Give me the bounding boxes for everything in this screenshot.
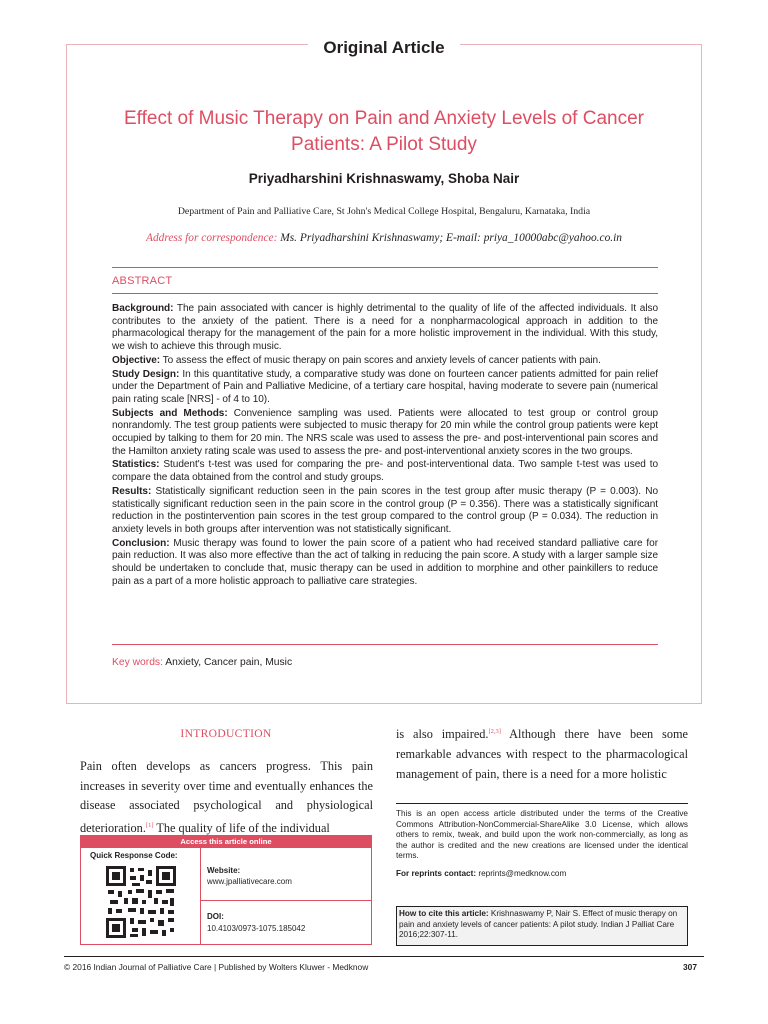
citation-ref[interactable]: [1]: [145, 822, 154, 830]
abstract-statistics: [112, 459, 658, 484]
frame-right-line: [701, 44, 702, 704]
keywords: [112, 657, 292, 668]
abstract-section-text: In this quantitative study, a comparative study was done on fourteen cancer patients admitted for pain relief under the Department of Pain and Palliative Medicine, of a tertiary care hospital, having moderate to severe pain (numerical pain rating scale [NRS] - of 4 to 10).: [112, 368, 658, 405]
access-box-row-divider: [200, 900, 372, 901]
frame-bottom-line: [66, 703, 702, 704]
reprints-label: For reprints contact:: [396, 869, 477, 878]
page-number: 307: [683, 962, 697, 972]
article-title: Effect of Music Therapy on Pain and Anxiety Levels of Cancer Patients: A Pilot Study: [124, 108, 644, 155]
introduction-heading: INTRODUCTION: [180, 727, 272, 740]
intro-left-text-2: The quality of life of the individual: [153, 821, 330, 836]
citation-text: [399, 909, 685, 941]
abstract-section-label: Background:: [112, 303, 174, 314]
license-text: This is an open access article distributed under the terms of the Creative Commons Attribution-NonCommercial-ShareAlike 3.0 License, which allows others to remix, tweak, and build upon the work non-commercially, as long as the author is credited and the new creations are licensed under the identical terms.: [396, 809, 688, 860]
abstract-section-label: Conclusion:: [112, 537, 170, 549]
access-box-heading: Access this article online: [80, 835, 372, 848]
abstract-results: [112, 486, 658, 537]
abstract-section-text: To assess the effect of music therapy on pain scores and anxiety levels of cancer patients with pain.: [162, 354, 601, 366]
abstract-section-text: Student's t-test was used for comparing the pre- and post-interventional data. Two sample t-test was used to compare the data obtained from the control and study groups.: [112, 459, 658, 484]
citation-label: How to cite this article:: [399, 909, 489, 918]
doi-label: DOI:: [207, 912, 224, 921]
abstract-heading: ABSTRACT: [112, 275, 173, 287]
abstract-section-text: The pain associated with cancer is highly detrimental to the quality of life of the affected individuals. It also contributes to the anxiety of the patient. There is a need for a nonpharmacological approach in addition to the pharmacological therapy for the management of the pain for a more holistic improvement in the individual. With this study, we wish to achieve this through music.: [112, 303, 659, 353]
intro-left-column: [80, 757, 373, 839]
correspondence-label: Address for correspondence:: [146, 232, 278, 244]
website-label: Website:: [207, 866, 241, 875]
abstract-section-label: Results:: [112, 485, 152, 497]
affiliation: Department of Pain and Palliative Care, St John's Medical College Hospital, Bengaluru, Karnataka, India: [177, 206, 591, 217]
abstract-section-label: Study Design:: [112, 368, 180, 380]
abstract-section-text: Music therapy was found to lower the pain score of a patient who had received standard palliative care for pain reduction. It was also more effective than the act of talking in reducing the pain score. A study with a larger sample size should be undertaken to conclude that, music therapy can be used in addition to morphine and other painkillers to reduce pain as a part of a more holistic approach to palliative care strategies.: [112, 537, 658, 587]
footer-copyright: © 2016 Indian Journal of Palliative Care | Published by Wolters Kluwer - Medknow: [64, 962, 369, 972]
website-link[interactable]: www.jpalliativecare.com: [207, 877, 292, 886]
footer-rule: [64, 956, 704, 957]
abstract-background: [112, 303, 658, 354]
access-box-divider: [200, 848, 201, 945]
abstract-top-rule: [112, 267, 658, 268]
reprints-email[interactable]: reprints@medknow.com: [478, 869, 567, 878]
intro-right-column: [396, 722, 688, 784]
keywords-text: Anxiety, Cancer pain, Music: [165, 657, 293, 668]
citation-ref[interactable]: [2,3]: [488, 728, 501, 735]
intro-right-text: is also impaired.: [396, 727, 489, 742]
intro-right-text-2: Although there have been some remarkable advances with respect to the pharmacological management of pain, there is a need for a more holistic: [396, 727, 688, 781]
qr-code-icon[interactable]: [106, 866, 176, 938]
license-rule: [396, 803, 688, 804]
abstract-section-text: Statistically significant reduction seen in the pain scores in the test group after music therapy (P = 0.003). No statistically significant reduction seen in the pain score in the control group (P = 0.356). There was a statistically significant reduction in the postintervention pain scores in the test group compared to the control group (P = 0.034). The reduction in anxiety levels in both groups after intervention was not statistically significant.: [112, 485, 658, 535]
keywords-label: Key words:: [112, 657, 163, 668]
abstract-conclusion: [112, 538, 658, 589]
correspondence-text: Ms. Priyadharshini Krishnaswamy; E-mail: priya_10000abc@yahoo.co.in: [280, 232, 622, 244]
qr-code-label: Quick Response Code:: [90, 851, 178, 860]
abstract-section-text: Convenience sampling was used. Patients were allocated to test group or control group nonrandomly. The test group patients were subjected to music therapy for 20 min while the control group patients were kept occupied by talking to them for 20 min. The NRS scale was used to assess the pre- and post-interventional pain scores and the Hamilton anxiety rating scale was used to assess the pre- and post-interventional anxiety scores in the two groups.: [112, 407, 658, 457]
abstract-study-design: [112, 369, 658, 407]
abstract-subjects-methods: [112, 408, 658, 459]
abstract-objective: [112, 355, 658, 368]
abstract-section-label: Objective:: [112, 354, 161, 366]
correspondence: [0, 232, 768, 244]
citation-body: Krishnaswamy P, Nair S. Effect of music therapy on pain and anxiety levels of cancer patients: A pilot study. Indian J Palliat Care 2016;22:307-11.: [399, 909, 678, 940]
abstract-body: [112, 303, 658, 589]
doi-link[interactable]: 10.4103/0973-1075.185042: [207, 924, 306, 933]
keywords-rule: [112, 644, 658, 645]
abstract-section-label: Subjects and Methods:: [112, 407, 228, 419]
abstract-section-label: Statistics:: [112, 459, 160, 471]
article-type: Original Article: [323, 38, 445, 57]
frame-left-line: [66, 44, 67, 704]
authors: Priyadharshini Krishnaswamy, Shoba Nair: [248, 171, 520, 186]
abstract-head-rule: [112, 293, 658, 294]
intro-left-text: Pain often develops as cancers progress. This pain increases in severity over time and eventually enhances the disease associated psychological and physiological deterioration.: [80, 759, 373, 836]
reprints-contact: [396, 869, 688, 878]
